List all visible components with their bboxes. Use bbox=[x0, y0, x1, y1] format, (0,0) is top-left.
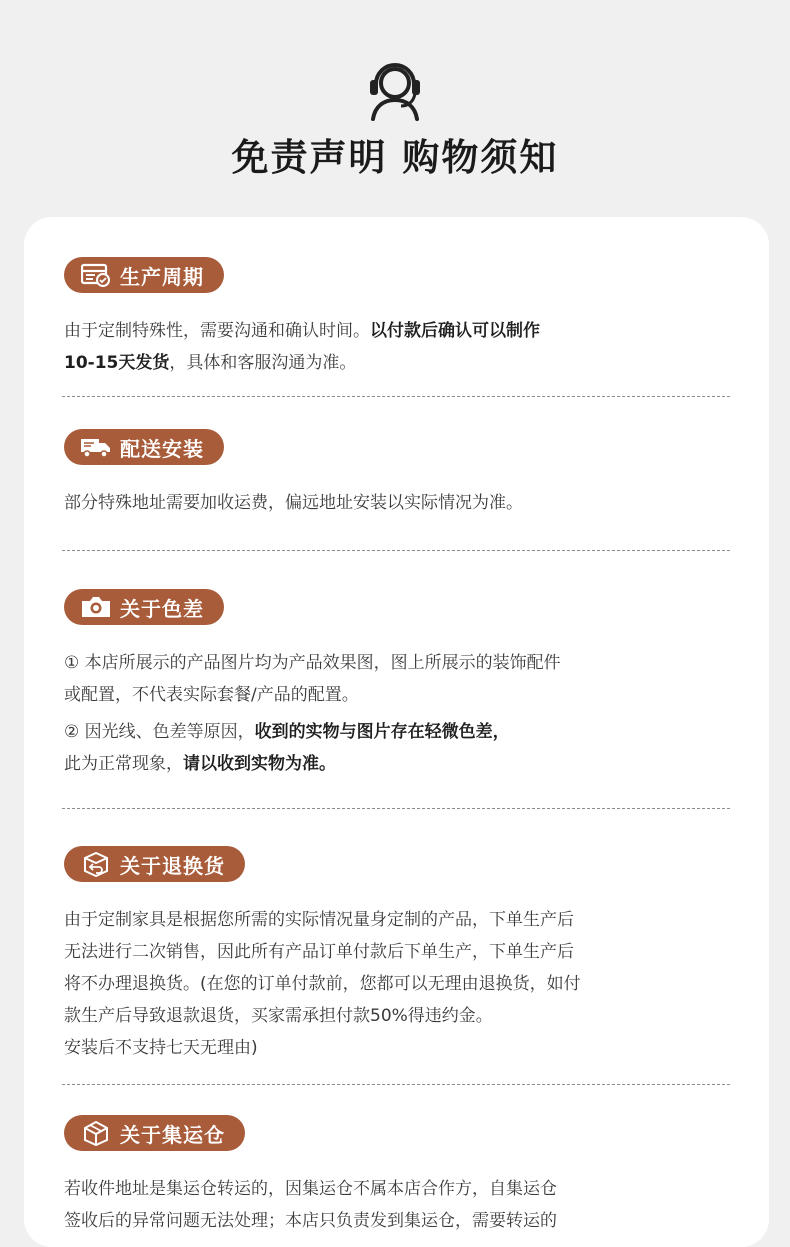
text-line: ② 因光线、色差等原因， bbox=[64, 722, 255, 742]
section-text bbox=[64, 904, 744, 1064]
notice-card bbox=[24, 217, 769, 1247]
headset-icon bbox=[362, 58, 428, 124]
section-badge bbox=[64, 589, 224, 625]
section-text bbox=[64, 1173, 744, 1237]
section-title: 关于退换货 bbox=[120, 853, 225, 878]
section-color-difference bbox=[64, 589, 744, 780]
text-line: 将不办理退换货。(在您的订单付款前，您都可以无理由退换货，如付 bbox=[64, 974, 581, 994]
delivery-truck-icon bbox=[79, 434, 113, 460]
section-text bbox=[64, 647, 744, 780]
text-line: 款生产后导致退款退货，买家需承担付款50%得违约金。 bbox=[64, 1006, 493, 1026]
page-header bbox=[0, 0, 790, 215]
section-badge bbox=[64, 429, 224, 465]
text-line: ，具体和客服沟通为准。 bbox=[169, 353, 357, 373]
text-line: 部分特殊地址需要加收运费，偏远地址安装以实际情况为准。 bbox=[64, 493, 523, 513]
camera-icon bbox=[79, 594, 113, 620]
section-delivery bbox=[64, 429, 744, 519]
section-production-cycle bbox=[64, 257, 744, 379]
text-line-bold: 以付款后确认可以制作 bbox=[370, 321, 540, 341]
warehouse-box-icon bbox=[79, 1120, 113, 1146]
section-text bbox=[64, 315, 744, 379]
text-line: 若收件地址是集运仓转运的，因集运仓不属本店合作方，自集运仓 bbox=[64, 1179, 557, 1199]
text-line-bold: 请以收到实物为准。 bbox=[183, 754, 336, 774]
text-line: 由于定制特殊性，需要沟通和确认时间。 bbox=[64, 321, 370, 341]
section-badge bbox=[64, 257, 224, 293]
section-consolidation-warehouse bbox=[64, 1115, 744, 1237]
section-title: 生产周期 bbox=[120, 264, 204, 289]
section-title: 配送安装 bbox=[120, 436, 204, 461]
text-line: ① 本店所展示的产品图片均为产品效果图，图上所展示的装饰配件 bbox=[64, 653, 561, 673]
text-line: 无法进行二次销售，因此所有产品订单付款后下单生产，下单生产后 bbox=[64, 942, 574, 962]
section-badge bbox=[64, 1115, 245, 1151]
text-line: 或配置，不代表实际套餐/产品的配置。 bbox=[64, 685, 359, 705]
divider bbox=[62, 808, 730, 809]
section-badge bbox=[64, 846, 245, 882]
text-line: 安装后不支持七天无理由) bbox=[64, 1038, 258, 1058]
section-returns bbox=[64, 846, 744, 1064]
text-line: 此为正常现象， bbox=[64, 754, 183, 774]
section-text bbox=[64, 487, 744, 519]
return-box-icon bbox=[79, 851, 113, 877]
divider bbox=[62, 550, 730, 551]
divider bbox=[62, 1084, 730, 1085]
section-title: 关于集运仓 bbox=[120, 1122, 225, 1147]
text-line: 签收后的异常问题无法处理；本店只负责发到集运仓，需要转运的 bbox=[64, 1211, 557, 1231]
section-title: 关于色差 bbox=[120, 596, 204, 621]
text-line: 由于定制家具是根据您所需的实际情况量身定制的产品，下单生产后 bbox=[64, 910, 574, 930]
page-title: 免责声明 购物须知 bbox=[231, 136, 559, 179]
divider bbox=[62, 396, 730, 397]
text-line-bold: 收到的实物与图片存在轻微色差， bbox=[254, 722, 510, 742]
text-line-bold: 10-15天发货 bbox=[64, 353, 170, 373]
production-schedule-icon bbox=[79, 262, 113, 288]
